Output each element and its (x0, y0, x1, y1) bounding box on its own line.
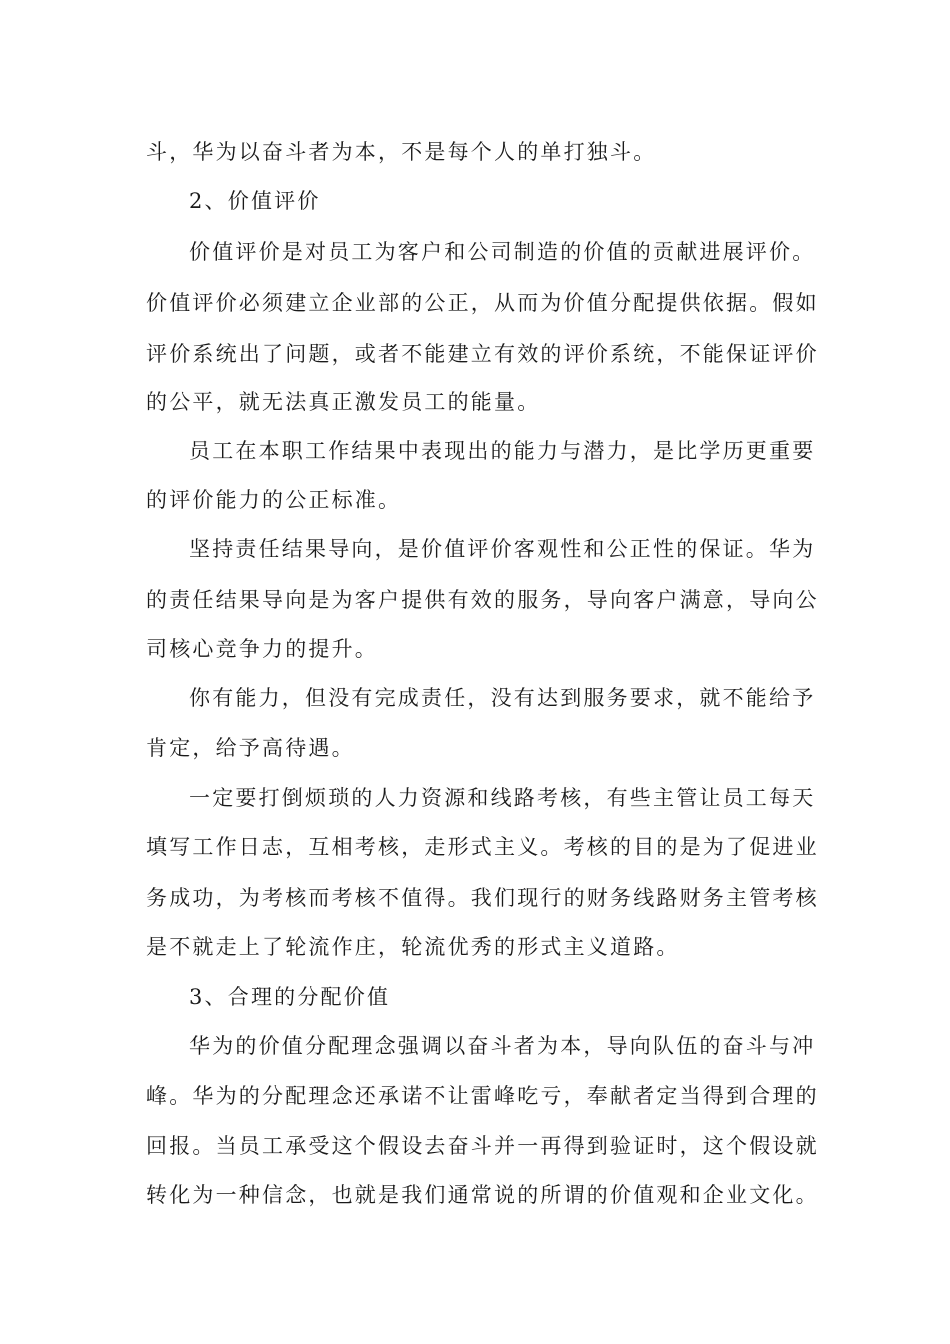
paragraph-line: 峰。华为的分配理念还承诺不让雷峰吃亏，奉献者定当得到合理的 (146, 1084, 819, 1108)
paragraph-line: 员工在本职工作结果中表现出的能力与潜力，是比学历更重要 (189, 439, 816, 463)
paragraph-line: 填写工作日志，互相考核，走形式主义。考核的目的是为了促进业 (146, 835, 819, 859)
paragraph-line: 是不就走上了轮流作庄，轮流优秀的形式主义道路。 (146, 935, 680, 959)
paragraph-line: 你有能力，但没有完成责任，没有达到服务要求，就不能给予 (189, 686, 816, 710)
paragraph-line: 评价系统出了问题，或者不能建立有效的评价系统，不能保证评价 (146, 342, 819, 366)
section-heading: 3、合理的分配价值 (189, 985, 391, 1009)
paragraph-line: 华为的价值分配理念强调以奋斗者为本，导向队伍的奋斗与冲 (189, 1034, 816, 1058)
paragraph-line: 的公平，就无法真正激发员工的能量。 (146, 390, 541, 414)
paragraph-line: 的责任结果导向是为客户提供有效的服务，导向客户满意，导向公 (146, 588, 819, 612)
paragraph-line: 价值评价是对员工为客户和公司制造的价值的贡献进展评价。 (189, 240, 816, 264)
paragraph-line: 一定要打倒烦琐的人力资源和线路考核，有些主管让员工每天 (189, 786, 816, 810)
paragraph-line: 转化为一种信念，也就是我们通常说的所谓的价值观和企业文化。 (146, 1183, 819, 1207)
section-heading: 2、价值评价 (189, 189, 321, 213)
paragraph-line: 务成功，为考核而考核不值得。我们现行的财务线路财务主管考核 (146, 886, 819, 910)
paragraph-line: 斗，华为以奋斗者为本，不是每个人的单打独斗。 (146, 140, 657, 164)
paragraph-line: 肯定，给予高待遇。 (146, 736, 355, 760)
paragraph-line: 的评价能力的公正标准。 (146, 488, 402, 512)
paragraph-line: 回报。当员工承受这个假设去奋斗并一再得到验证时，这个假设就 (146, 1134, 819, 1158)
paragraph-line: 司核心竞争力的提升。 (146, 637, 378, 661)
paragraph-line: 价值评价必须建立企业部的公正，从而为价值分配提供依据。假如 (146, 291, 819, 315)
paragraph-line: 坚持责任结果导向，是价值评价客观性和公正性的保证。华为 (189, 537, 816, 561)
